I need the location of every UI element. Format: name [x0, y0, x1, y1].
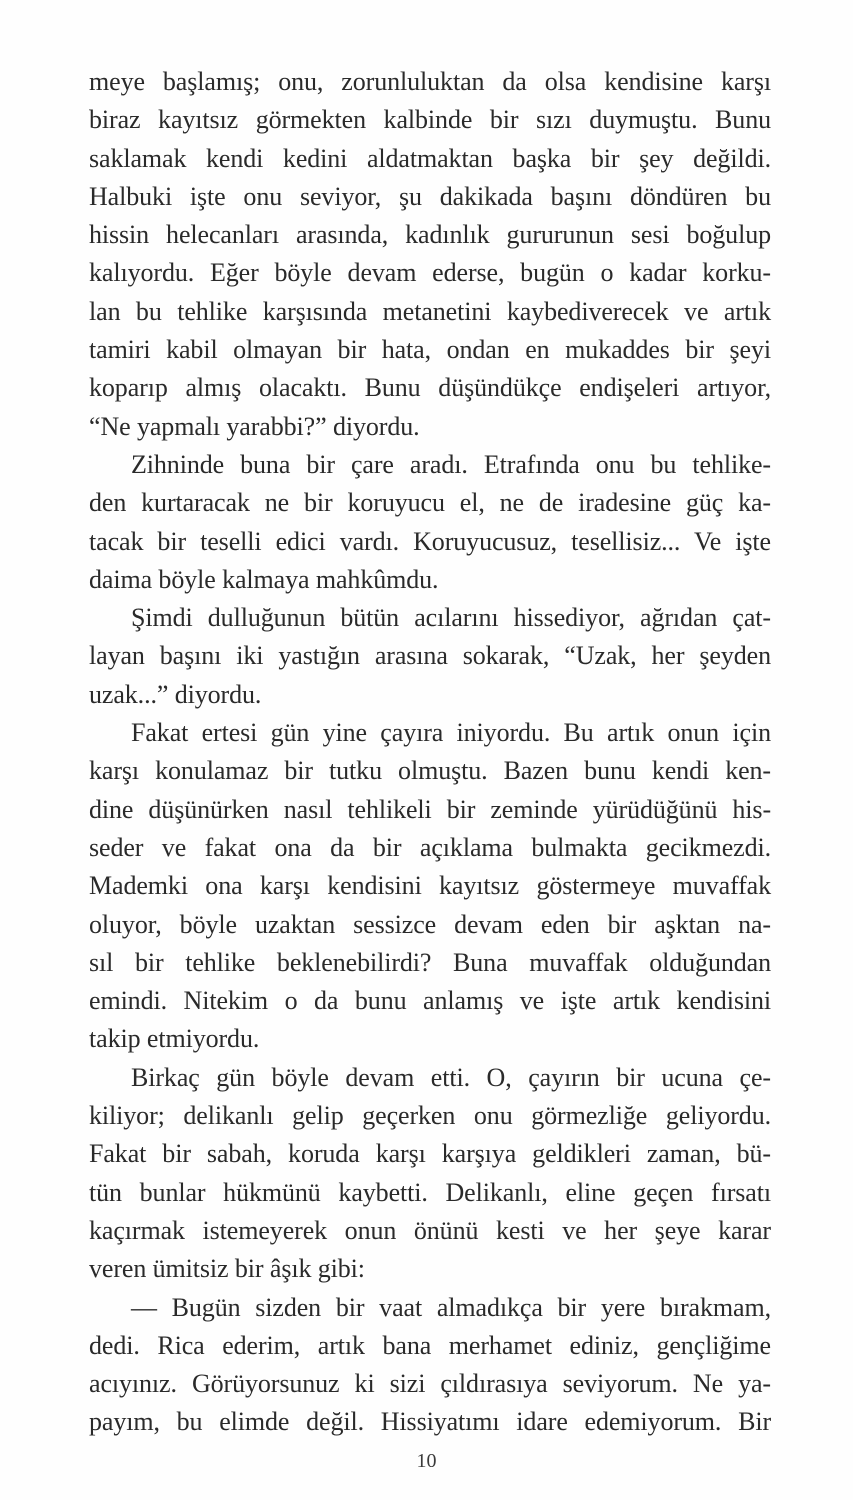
- text-line: hissin helecanları arasında, kadınlık gururunun sesi boğulup: [89, 220, 771, 250]
- text-line: dedi. Rica ederim, artık bana merhamet ediniz, gençliğime: [89, 1330, 771, 1360]
- text-line: oluyor, böyle uzaktan sessizce devam eden bir aşktan na-: [89, 909, 771, 939]
- text-line: “Ne yapmalı yarabbi?” diyordu.: [89, 411, 420, 441]
- text-line: Mademki ona karşı kendisini kayıtsız göstermeye muvaffak: [89, 871, 771, 901]
- text-line: karşı konulamaz bir tutku olmuştu. Bazen bunu kendi ken-: [89, 756, 771, 786]
- text-line: acıyınız. Görüyorsunuz ki sizi çıldırasıya seviyorum. Ne ya-: [89, 1369, 771, 1399]
- text-line: kalıyordu. Eğer böyle devam ederse, bugün o kadar korku-: [89, 258, 771, 288]
- page-number: 10: [416, 1450, 437, 1472]
- text-line: kiliyor; delikanlı gelip geçerken onu görmezliğe geliyordu.: [89, 1101, 771, 1131]
- text-line: layan başını iki yastığın arasına sokarak, “Uzak, her şeyden: [89, 641, 771, 671]
- text-line: veren ümitsiz bir âşık gibi:: [89, 1254, 365, 1284]
- text-line: koparıp almış olacaktı. Bunu düşündükçe endişeleri artıyor,: [89, 373, 771, 403]
- text-line: seder ve fakat ona da bir açıklama bulmakta gecikmezdi.: [89, 832, 771, 862]
- text-line: Birkaç gün böyle devam etti. O, çayırın bir ucuna çe-: [131, 1062, 771, 1092]
- text-line: saklamak kendi kedini aldatmaktan başka bir şey değildi.: [89, 143, 771, 173]
- text-line: meye başlamış; onu, zorunluluktan da olsa kendisine karşı: [89, 67, 771, 96]
- text-line: Halbuki işte onu seviyor, şu dakikada başını döndüren bu: [89, 181, 771, 211]
- text-line: lan bu tehlike karşısında metanetini kaybediverecek ve artık: [89, 296, 771, 326]
- text-line: payım, bu elimde değil. Hissiyatımı idare edemiyorum. Bir: [89, 1407, 771, 1437]
- text-line: tacak bir teselli edici vardı. Koruyucusuz, tesellisiz... Ve işte: [89, 526, 771, 556]
- text-line: tün bunlar hükmünü kaybetti. Delikanlı, eline geçen fırsatı: [89, 1177, 771, 1207]
- text-line: dine düşünürken nasıl tehlikeli bir zeminde yürüdüğünü his-: [89, 794, 771, 824]
- text-line: tamiri kabil olmayan bir hata, ondan en mukaddes bir şeyi: [89, 335, 771, 365]
- text-line: Fakat bir sabah, koruda karşı karşıya geldikleri zaman, bü-: [89, 1139, 771, 1169]
- text-line: Fakat ertesi gün yine çayıra iniyordu. Bu artık onun için: [131, 718, 771, 748]
- text-line: takip etmiyordu.: [89, 1024, 260, 1054]
- text-line: kaçırmak istemeyerek onun önünü kesti ve her şeye karar: [89, 1215, 771, 1245]
- text-line: Zihninde buna bir çare aradı. Etrafında onu bu tehlike-: [131, 449, 771, 479]
- text-line: — Bugün sizden bir vaat almadıkça bir yere bırakmam,: [131, 1292, 771, 1322]
- body-text: [89, 63, 771, 1442]
- text-line: Şimdi dulluğunun bütün acılarını hissediyor, ağrıdan çat-: [131, 603, 771, 633]
- text-line: den kurtaracak ne bir koruyucu el, ne de iradesine güç ka-: [89, 488, 771, 518]
- text-line: uzak...” diyordu.: [89, 679, 262, 709]
- text-line: biraz kayıtsız görmekten kalbinde bir sızı duymuştu. Bunu: [89, 105, 771, 135]
- text-line: daima böyle kalmaya mahkûmdu.: [89, 564, 439, 594]
- text-line: sıl bir tehlike beklenebilirdi? Buna muvaffak olduğundan: [89, 947, 771, 977]
- text-line: emindi. Nitekim o da bunu anlamış ve işte artık kendisini: [89, 986, 771, 1016]
